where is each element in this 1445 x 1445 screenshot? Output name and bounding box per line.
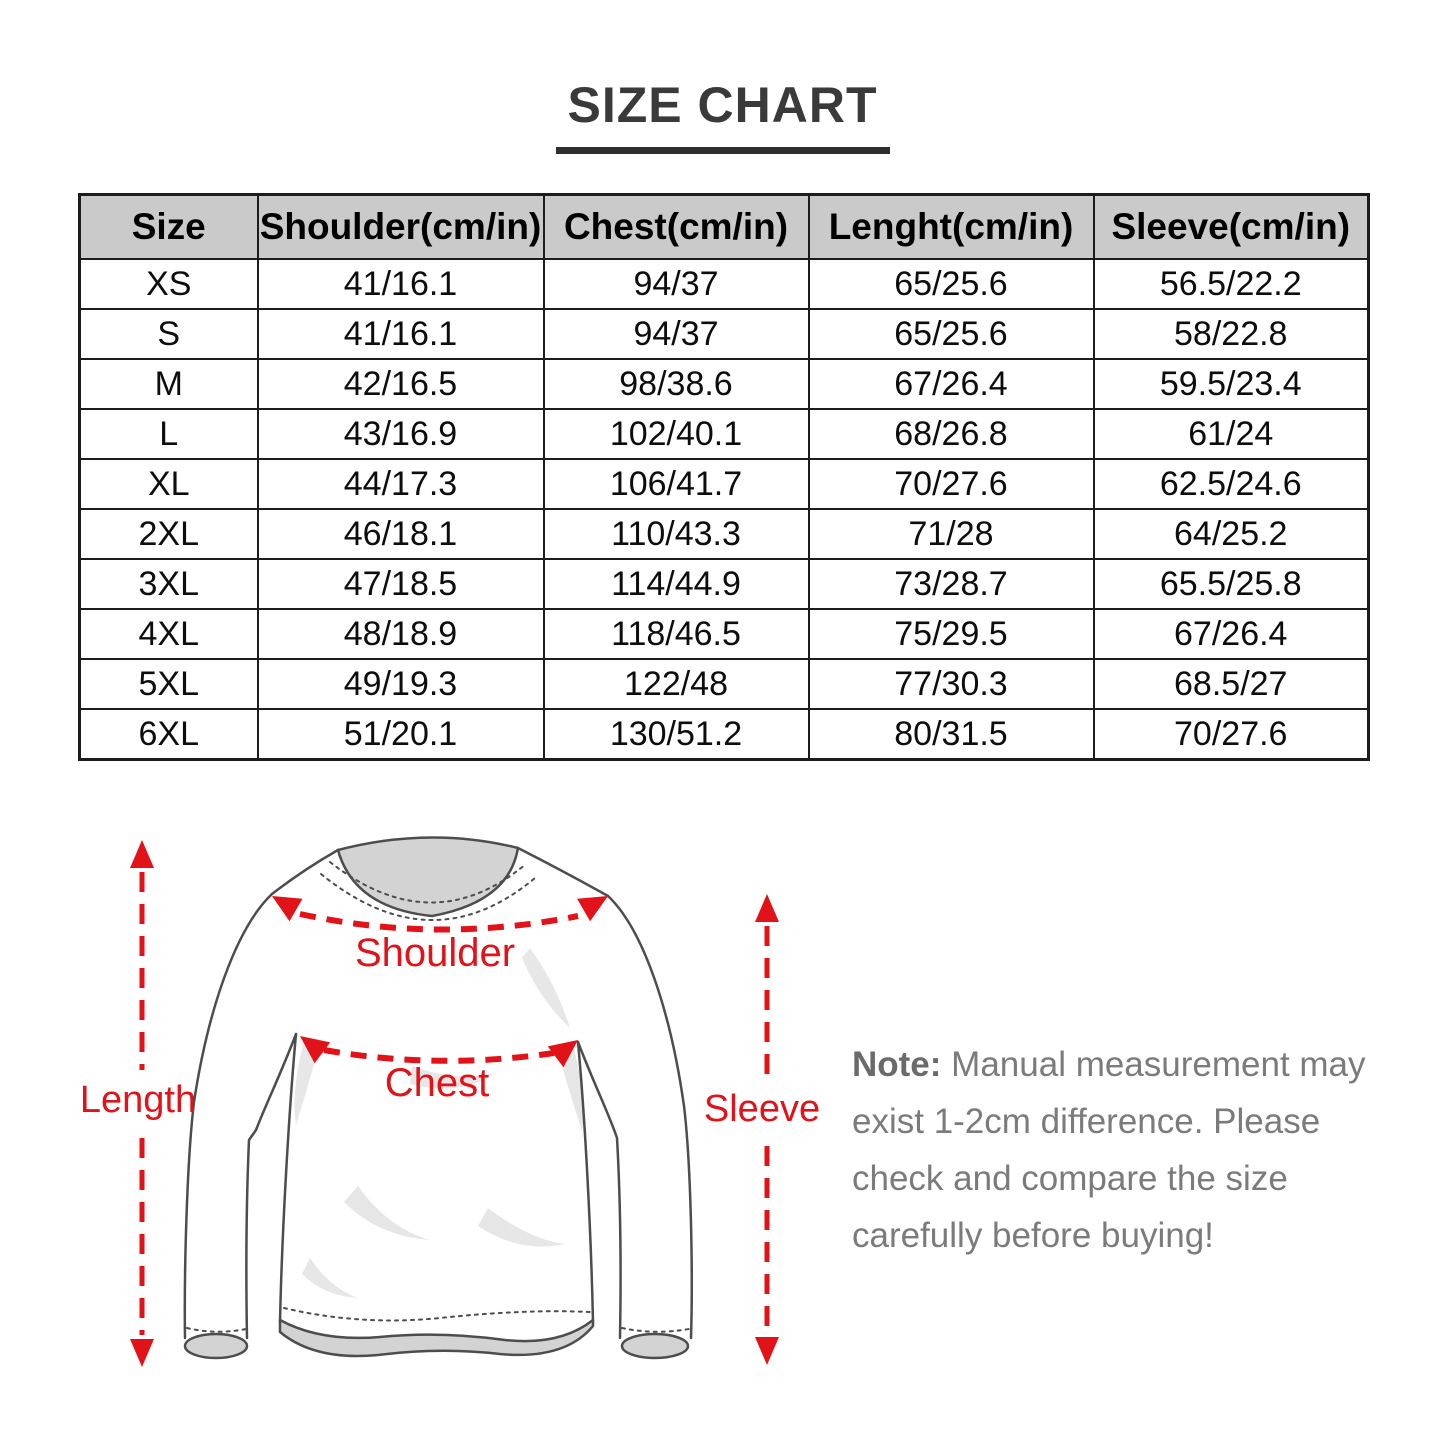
measurement-cell: 80/31.5 — [809, 709, 1094, 760]
sleeve-arrowhead-up — [755, 894, 779, 922]
measurement-cell: 64/25.2 — [1094, 509, 1369, 559]
measurement-annotations — [80, 840, 820, 1367]
size-table — [78, 193, 1370, 761]
measurement-cell: 56.5/22.2 — [1094, 259, 1369, 309]
measurement-cell: 42/16.5 — [258, 359, 544, 409]
table-row — [80, 559, 1369, 609]
size-table-body — [80, 259, 1369, 760]
note-label: Note: — [852, 1045, 942, 1084]
left-sleeve-inner — [246, 1034, 296, 1338]
sleeve-label: Sleeve — [703, 1088, 820, 1130]
measurement-cell: 67/26.4 — [809, 359, 1094, 409]
measurement-cell: 46/18.1 — [258, 509, 544, 559]
measurement-cell: 94/37 — [544, 259, 809, 309]
shoulder-arrowhead-right — [577, 896, 608, 921]
col-header-length: Lenght(cm/in) — [809, 195, 1094, 260]
measurement-cell: 130/51.2 — [544, 709, 809, 760]
shirt-creases — [295, 948, 584, 1298]
note-line-4: carefully before buying! — [852, 1216, 1214, 1255]
chest-label: Chest — [384, 1061, 490, 1105]
measurement-cell: 48/18.9 — [258, 609, 544, 659]
measurement-cell: 49/19.3 — [258, 659, 544, 709]
right-cuff-stitch-dotted — [622, 1328, 689, 1332]
table-row — [80, 609, 1369, 659]
col-header-size: Size — [80, 195, 258, 260]
size-cell: 5XL — [80, 659, 258, 709]
table-row — [80, 459, 1369, 509]
note-text — [852, 1036, 1382, 1264]
measurement-cell: 41/16.1 — [258, 259, 544, 309]
measurement-cell: 106/41.7 — [544, 459, 809, 509]
measurement-cell: 51/20.1 — [258, 709, 544, 760]
measurement-cell: 61/24 — [1094, 409, 1369, 459]
left-cuff-stitch-dotted — [187, 1328, 246, 1332]
measurement-cell: 70/27.6 — [1094, 709, 1369, 760]
col-header-chest: Chest(cm/in) — [544, 195, 809, 260]
size-cell: 2XL — [80, 509, 258, 559]
measurement-cell: 65.5/25.8 — [1094, 559, 1369, 609]
page-title: SIZE CHART — [556, 76, 890, 154]
length-label: Length — [79, 1079, 197, 1121]
size-table-header — [80, 195, 1369, 260]
hem-shape — [280, 1320, 593, 1356]
right-sleeve-inner — [578, 1042, 621, 1338]
measurement-cell: 122/48 — [544, 659, 809, 709]
measurement-cell: 62.5/24.6 — [1094, 459, 1369, 509]
measurement-cell: 71/28 — [809, 509, 1094, 559]
measurement-cell: 77/30.3 — [809, 659, 1094, 709]
size-cell: 4XL — [80, 609, 258, 659]
table-row — [80, 259, 1369, 309]
measurement-cell: 68/26.8 — [809, 409, 1094, 459]
measurement-cell: 75/29.5 — [809, 609, 1094, 659]
size-cell: 6XL — [80, 709, 258, 760]
measurement-cell: 118/46.5 — [544, 609, 809, 659]
table-row — [80, 309, 1369, 359]
table-row — [80, 709, 1369, 760]
size-cell: M — [80, 359, 258, 409]
left-sleeve-outer — [185, 894, 272, 1338]
table-row — [80, 359, 1369, 409]
right-shoulder-seam — [518, 848, 608, 896]
col-header-shoulder: Shoulder(cm/in) — [258, 195, 544, 260]
shirt-measurement-diagram — [60, 830, 820, 1400]
measurement-cell: 70/27.6 — [809, 459, 1094, 509]
left-cuff — [185, 1334, 247, 1358]
note-line — [852, 1036, 1382, 1093]
shoulder-arrowhead-left — [272, 896, 303, 921]
measurement-cell: 98/38.6 — [544, 359, 809, 409]
measurement-cell: 73/28.7 — [809, 559, 1094, 609]
hem-stitch-dotted — [284, 1308, 590, 1320]
table-row — [80, 509, 1369, 559]
measurement-cell: 65/25.6 — [809, 259, 1094, 309]
length-arrowhead-up — [130, 840, 154, 868]
measurement-cell: 94/37 — [544, 309, 809, 359]
measurement-cell: 114/44.9 — [544, 559, 809, 609]
note-line-1: Manual measurement may — [951, 1045, 1366, 1084]
size-cell: L — [80, 409, 258, 459]
measurement-cell: 65/25.6 — [809, 309, 1094, 359]
size-cell: S — [80, 309, 258, 359]
measurement-cell: 67/26.4 — [1094, 609, 1369, 659]
header-row — [80, 195, 1369, 260]
shoulder-label: Shoulder — [354, 931, 516, 975]
note-line-3: check and compare the size — [852, 1159, 1288, 1198]
left-shoulder-seam — [272, 850, 338, 894]
title-wrap — [0, 76, 1445, 154]
size-cell: 3XL — [80, 559, 258, 609]
measurement-cell: 41/16.1 — [258, 309, 544, 359]
sleeve-arrowhead-down — [755, 1337, 779, 1365]
measurement-cell: 68.5/27 — [1094, 659, 1369, 709]
measurement-cell: 110/43.3 — [544, 509, 809, 559]
measurement-cell: 58/22.8 — [1094, 309, 1369, 359]
right-cuff — [622, 1334, 688, 1358]
measurement-cell: 59.5/23.4 — [1094, 359, 1369, 409]
measurement-cell: 47/18.5 — [258, 559, 544, 609]
measurement-cell: 43/16.9 — [258, 409, 544, 459]
table-row — [80, 659, 1369, 709]
measurement-cell: 102/40.1 — [544, 409, 809, 459]
size-cell: XL — [80, 459, 258, 509]
note-line-2: exist 1-2cm difference. Please — [852, 1102, 1321, 1141]
left-body-side — [280, 1034, 296, 1322]
size-cell: XS — [80, 259, 258, 309]
table-row — [80, 409, 1369, 459]
collar-shape — [338, 837, 518, 916]
length-arrowhead-down — [130, 1339, 154, 1367]
measurement-cell: 44/17.3 — [258, 459, 544, 509]
col-header-sleeve: Sleeve(cm/in) — [1094, 195, 1369, 260]
